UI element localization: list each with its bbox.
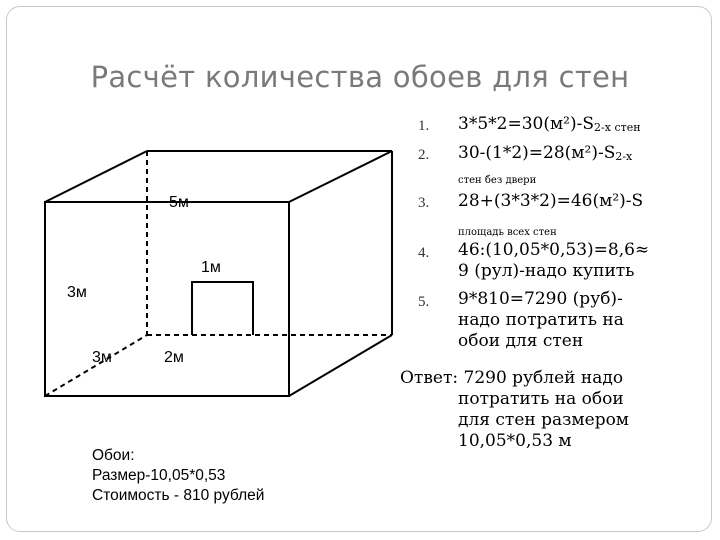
door — [192, 282, 253, 335]
step-number: 1. — [418, 118, 430, 134]
answer-line1: Ответ: 7290 рублей надо — [400, 368, 624, 388]
step-subscript: 2-х стен — [594, 121, 641, 134]
wallpaper-cost: Стоимость - 810 рублей — [92, 487, 265, 504]
step-text-line1: 9*810=7290 (руб)- — [458, 289, 623, 309]
step-number: 4. — [418, 245, 430, 261]
label-door-height: 2м — [164, 349, 184, 366]
step-text: 30-(1*2)=28(м²)-S2-х — [458, 143, 633, 163]
label-width: 3м — [92, 349, 112, 366]
label-height: 3м — [67, 284, 87, 301]
slide-title: Расчёт количества обоев для стен — [90, 60, 630, 94]
answer-line2: потратить на обои — [458, 389, 624, 409]
label-door-width: 1м — [201, 259, 221, 276]
step-text: 3*5*2=30(м²)-S2-х стен — [458, 114, 641, 134]
answer-block — [400, 368, 629, 452]
top-right-depth-edge — [289, 151, 392, 202]
step-number: 5. — [418, 294, 430, 310]
wallpaper-info — [92, 446, 264, 506]
bottom-right-depth-edge — [289, 335, 392, 396]
label-length: 5м — [169, 194, 189, 211]
step-number: 2. — [418, 147, 430, 163]
wallpaper-size: Размер-10,05*0,53 — [92, 467, 226, 484]
top-left-depth-edge — [45, 151, 147, 202]
answer-line4: 10,05*0,53 м — [458, 431, 572, 451]
step-text: 28+(3*3*2)=46(м²)-S — [458, 191, 644, 211]
step-text-line1: 46:(10,05*0,53)=8,6≈ — [458, 240, 650, 260]
answer-line3: для стен размером — [458, 410, 630, 430]
wallpaper-heading: Обои: — [92, 447, 135, 464]
step-number: 3. — [418, 195, 430, 211]
step-subscript: 2-х — [615, 150, 633, 163]
